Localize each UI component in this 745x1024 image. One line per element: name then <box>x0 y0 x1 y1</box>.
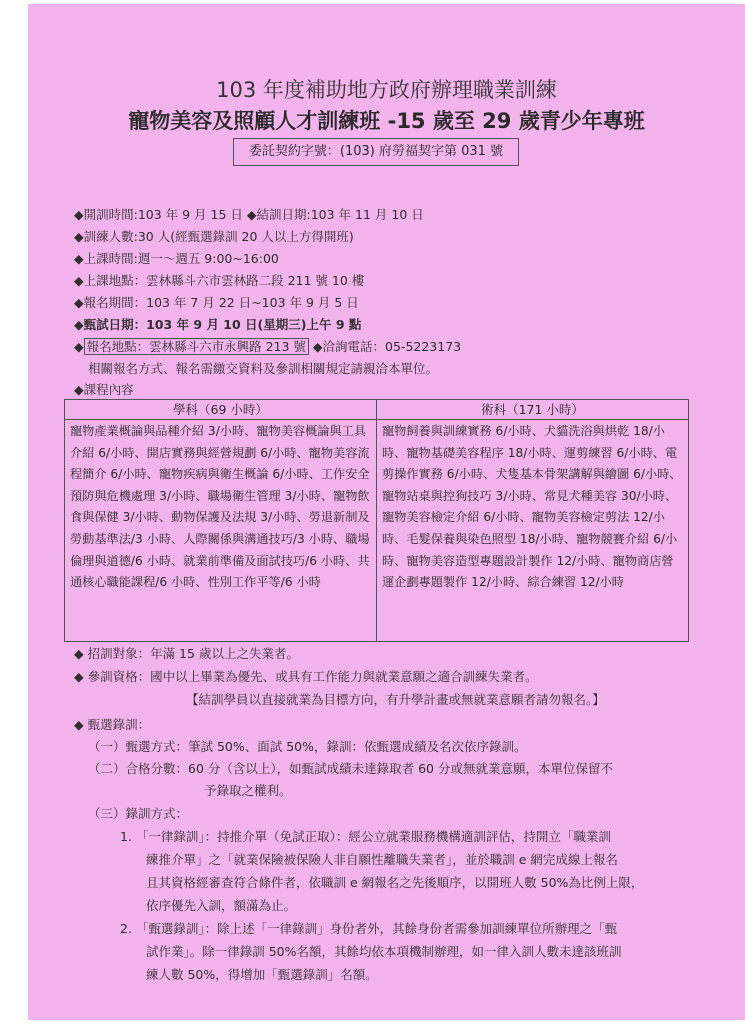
course-title: 寵物美容及照顧人才訓練班 -15 歲至 29 歲青少年專班 <box>128 109 645 133</box>
theory-courses: 寵物產業概論與品種介紹 3/小時、寵物美容概論與工具介紹 6/小時、開店實務與經營規劃 6/小時、寵物美容流程簡介 6/小時、寵物疾病與衛生概論 6/小時、工作安全預防與危機處理 3/小時、職場衛生管理 3/小時、寵物飲食與保健 3/小時、動物保護及法規 3/小時、勞退新制及勞動基準法/3 小時、人際關係與溝通技巧/3 小時、職場倫理與道德/6 小時、就業前準備及面試技巧/6 小時、共通核心職能課程/6 小時、性別工作平等/6 小時 <box>70 424 370 590</box>
item2-line-1: 2. 「甄選錄訓」：除上述「一律錄訓」身份者外，其餘身份者需參加訓練單位所辦理之「甄 <box>120 921 618 936</box>
signup-location-row <box>74 337 461 355</box>
admission-method-title: （三）錄訓方式： <box>88 806 189 821</box>
item1-line-3: 且其資格經審查符合條件者，依職訓 e 網報名之先後順序，以開班人數 50%為比例上限， <box>146 875 644 890</box>
pass-score-line-2: 予錄取之權利。 <box>204 783 292 798</box>
course-content-label: ◆課程內容 <box>74 382 134 397</box>
trainee-count: ◆訓練人數:30 人(經甄選錄訓 20 人以上方得開班) <box>74 229 354 244</box>
program-title: 103 年度補助地方政府辦理職業訓練 <box>216 78 557 102</box>
item1-line-4: 依序優先入訓，額滿為止。 <box>146 898 297 913</box>
related-notice: 相關報名方式、報名需繳交資料及參訓相關規定請親洽本單位。 <box>88 361 439 376</box>
exam-date: ◆甄試日期：103 年 9 月 10 日(星期三)上午 9 點 <box>74 317 362 332</box>
item2-line-2: 試作業」。除一律錄訓 50%名額，其餘均依本項機制辦理，如一律入訓人數未達該班訓 <box>146 944 622 959</box>
signup-location: 報名地點：雲林縣斗六市永興路 213 號 <box>84 338 309 355</box>
table-column-divider <box>376 400 377 641</box>
item1-line-2: 練推介單」之「就業保險被保險人非自願性離職失業者」，並於職訓 e 網完成線上報名 <box>146 852 618 867</box>
selection-title: ◆ 甄選錄訓： <box>74 717 151 732</box>
item1-line-1: 1. 「一律錄訓」：持推介單（免試正取）：經公立就業服務機構適訓評估，持開立「職業訓 <box>120 829 611 844</box>
contract-number: 委託契約字號：(103) 府勞福契字第 031 號 <box>233 138 519 166</box>
pass-score-line-1: （二）合格分數：60 分（含以上），如甄試成績未達錄取者 60 分或無就業意願，本單位保留不 <box>88 761 613 776</box>
contact-phone: ◆洽詢電話：05-5223173 <box>312 339 462 354</box>
class-time: ◆上課時間:週一～週五 9:00~16:00 <box>74 251 279 266</box>
training-period: ◆開訓時間:103 年 9 月 15 日 ◆結訓日期:103 年 11 月 10 日 <box>74 207 424 222</box>
class-location: ◆上課地點：雲林縣斗六市雲林路二段 211 號 10 樓 <box>74 273 365 288</box>
course-table <box>64 399 689 642</box>
signup-period: ◆報名期間：103 年 7 月 22 日~103 年 9 月 5 日 <box>74 295 359 310</box>
flyer-page <box>28 4 745 1020</box>
employment-note: 【結訓學員以直接就業為目標方向，有升學計畫或無就業意願者請勿報名。】 <box>186 692 605 707</box>
practice-header: 術科（171 小時） <box>481 402 584 417</box>
eligibility: ◆ 參訓資格：國中以上畢業為優先、或具有工作能力與就業意願之適合訓練失業者。 <box>74 669 538 684</box>
recruit-target: ◆ 招訓對象：年滿 15 歲以上之失業者。 <box>74 646 299 661</box>
item2-line-3: 練人數 50%，得增加「甄選錄訓」名額。 <box>146 967 378 982</box>
selection-method: （一）甄選方式：筆試 50%、面試 50%，錄訓：依甄選成績及名次依序錄訓。 <box>88 739 527 754</box>
practice-courses: 寵物飼養與訓練實務 6/小時、犬貓洗浴與烘乾 18/小時、寵物基礎美容程序 18/小時、運剪練習 6/小時、電剪操作實務 6/小時、犬隻基本骨架講解與繪圖 6/小時、寵物站桌與控狗技巧 3/小時、常見犬種美容 30/小時、寵物美容檢定介紹 6/小時、寵物美容檢定剪法 12/小時、毛髮保養與染色照型 18/小時、寵物競賽介紹 6/小時、寵物美容造型專題設計製作 12/小時、寵物商店營運企劃專題製作 12/小時、綜合練習 12/小時 <box>382 424 682 590</box>
table-header-divider <box>65 419 688 420</box>
theory-header: 學科（69 小時） <box>173 402 268 417</box>
bullet-marker: ◆ <box>74 339 84 354</box>
